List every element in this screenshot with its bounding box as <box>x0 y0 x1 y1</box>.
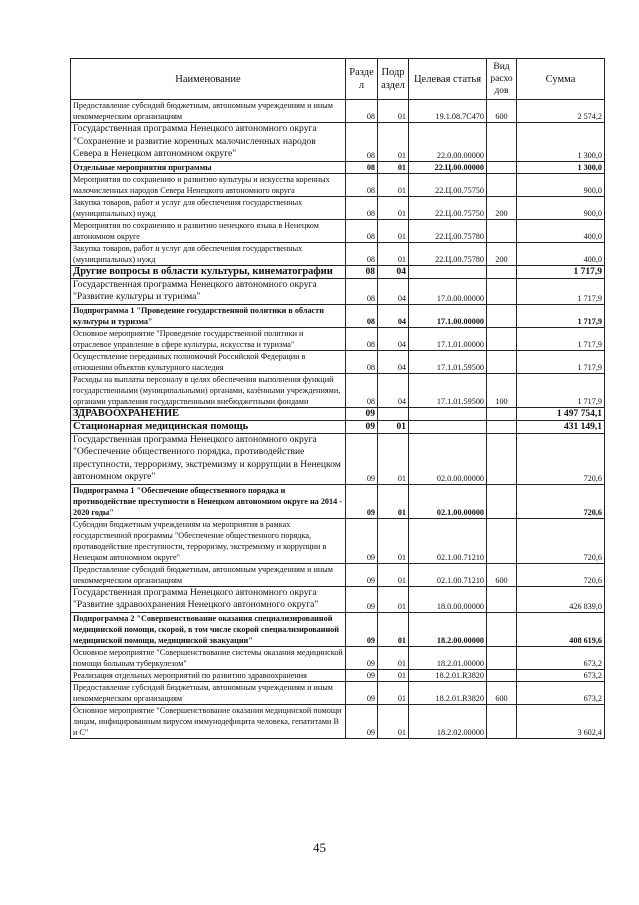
row-target-article-cell: 22.Ц.00.75750 <box>409 173 487 196</box>
row-target-article-cell: 19.1.08.7С470 <box>409 100 487 123</box>
row-section-cell: 09 <box>346 407 378 420</box>
row-expense-type-cell <box>487 646 517 669</box>
row-subsection-cell: 01 <box>378 646 409 669</box>
row-sum-cell: 1 717,9 <box>517 304 605 327</box>
row-sum-cell: 1 300,0 <box>517 123 605 162</box>
row-subsection-cell: 01 <box>378 173 409 196</box>
row-subsection-cell: 01 <box>378 612 409 646</box>
row-expense-type-cell: 200 <box>487 196 517 219</box>
row-sum-cell: 1 717,9 <box>517 327 605 350</box>
table-row <box>71 484 605 518</box>
row-name-cell: Государственная программа Ненецкого автономного округа "Сохранение и развитие коренных малочисленных народов Севера в Ненецком автономном округе" <box>71 123 346 162</box>
row-section-cell: 08 <box>346 373 378 407</box>
row-expense-type-cell: 200 <box>487 242 517 265</box>
table-row <box>71 420 605 433</box>
table-row <box>71 327 605 350</box>
row-section-cell: 08 <box>346 173 378 196</box>
row-target-article-cell: 18.2.01.00000 <box>409 646 487 669</box>
row-subsection-cell: 04 <box>378 304 409 327</box>
row-sum-cell: 900,0 <box>517 196 605 219</box>
row-name-cell: Предоставление субсидий бюджетным, автономным учреждениям и иным некоммерческим организациям <box>71 681 346 704</box>
table-row <box>71 265 605 278</box>
row-name-cell: Реализация отдельных мероприятий по развитию здравоохранения <box>71 669 346 681</box>
row-target-article-cell: 22.Ц.00.75780 <box>409 219 487 242</box>
row-sum-cell: 400,0 <box>517 219 605 242</box>
row-sum-cell: 720,6 <box>517 433 605 484</box>
row-section-cell: 08 <box>346 304 378 327</box>
row-section-cell: 08 <box>346 278 378 304</box>
row-name-cell: Государственная программа Ненецкого автономного округа "Развитие здравоохранения Ненецкого автономного округа" <box>71 586 346 612</box>
row-sum-cell: 900,0 <box>517 173 605 196</box>
table-row <box>71 586 605 612</box>
row-name-cell: Подпрограмма 1 "Обеспечение общественного порядка и противодействие преступности в Ненецком автономном округе на 2014 - 2020 годы" <box>71 484 346 518</box>
row-section-cell: 09 <box>346 669 378 681</box>
table-row <box>71 278 605 304</box>
table-row <box>71 350 605 373</box>
row-sum-cell: 673,2 <box>517 646 605 669</box>
row-expense-type-cell <box>487 704 517 738</box>
table-row <box>71 669 605 681</box>
header-section: Разде л <box>346 59 378 100</box>
row-target-article-cell: 22.0.00.00000 <box>409 123 487 162</box>
row-sum-cell: 1 300,0 <box>517 161 605 173</box>
row-name-cell: Отдельные мероприятия программы <box>71 161 346 173</box>
row-subsection-cell: 04 <box>378 278 409 304</box>
table-row <box>71 304 605 327</box>
row-section-cell: 08 <box>346 123 378 162</box>
row-sum-cell: 426 839,0 <box>517 586 605 612</box>
row-subsection-cell: 01 <box>378 681 409 704</box>
table-row <box>71 123 605 162</box>
row-section-cell: 08 <box>346 196 378 219</box>
row-target-article-cell: 22.Ц.00.75750 <box>409 196 487 219</box>
header-target-article: Целевая статья <box>409 59 487 100</box>
row-subsection-cell: 01 <box>378 196 409 219</box>
row-name-cell: Расходы на выплаты персоналу в целях обеспечения выполнения функций государственными (муниципальными) органами, казёнными учреждениями, органами управления государственными внебюджетными фондами <box>71 373 346 407</box>
row-sum-cell: 673,2 <box>517 681 605 704</box>
row-section-cell: 09 <box>346 484 378 518</box>
row-section-cell: 08 <box>346 350 378 373</box>
row-sum-cell: 720,6 <box>517 518 605 563</box>
row-sum-cell: 431 149,1 <box>517 420 605 433</box>
row-expense-type-cell <box>487 265 517 278</box>
row-expense-type-cell <box>487 518 517 563</box>
row-name-cell: Подпрограмма 2 "Совершенствование оказания специализированной медицинской помощи, скорой, в том числе скорой специализированной медицинской помощи, медицинской эвакуации" <box>71 612 346 646</box>
row-name-cell: Предоставление субсидий бюджетным, автономным учреждениям и иным некоммерческим организациям <box>71 563 346 586</box>
row-sum-cell: 3 602,4 <box>517 704 605 738</box>
row-section-cell: 08 <box>346 219 378 242</box>
row-sum-cell: 1 497 754,1 <box>517 407 605 420</box>
row-expense-type-cell <box>487 123 517 162</box>
row-expense-type-cell <box>487 219 517 242</box>
row-target-article-cell: 18.2.01.R3820 <box>409 669 487 681</box>
table-header-row <box>71 59 605 100</box>
row-section-cell: 08 <box>346 161 378 173</box>
row-expense-type-cell <box>487 612 517 646</box>
table-row <box>71 563 605 586</box>
row-target-article-cell: 18.0.00.00000 <box>409 586 487 612</box>
row-target-article-cell: 17.1.00.00000 <box>409 304 487 327</box>
row-target-article-cell: 18.2.01.R3820 <box>409 681 487 704</box>
row-sum-cell: 2 574,2 <box>517 100 605 123</box>
row-expense-type-cell <box>487 669 517 681</box>
row-sum-cell: 400,0 <box>517 242 605 265</box>
row-name-cell: Государственная программа Ненецкого автономного округа "Обеспечение общественного порядка, противодействие преступности, терроризму, экстремизму и коррупции в Ненецком автономном округе" <box>71 433 346 484</box>
table-row <box>71 433 605 484</box>
row-name-cell: Субсидии бюджетным учреждениям на мероприятия в рамках государственной программы "Обеспечение общественного порядка, противодействие преступности, терроризму, экстремизму и коррупции в Ненецком автономном округе" <box>71 518 346 563</box>
row-target-article-cell: 17.1.01.59500 <box>409 350 487 373</box>
row-sum-cell: 408 619,6 <box>517 612 605 646</box>
table-row <box>71 681 605 704</box>
row-name-cell: Мероприятия по сохранению и развитию ненецкого языка в Ненецком автономном округе <box>71 219 346 242</box>
row-expense-type-cell <box>487 304 517 327</box>
row-name-cell: Основное мероприятие "Совершенствование оказания медицинской помощи лицам, инфицированным вирусом иммунодефицита человека, гепатитами В и С" <box>71 704 346 738</box>
row-subsection-cell: 01 <box>378 123 409 162</box>
row-expense-type-cell: 600 <box>487 563 517 586</box>
row-target-article-cell: 17.0.00.00000 <box>409 278 487 304</box>
row-expense-type-cell <box>487 327 517 350</box>
row-section-cell: 08 <box>346 327 378 350</box>
row-expense-type-cell <box>487 484 517 518</box>
row-target-article-cell: 17.1.01.00000 <box>409 327 487 350</box>
budget-table <box>70 58 605 739</box>
row-subsection-cell: 01 <box>378 586 409 612</box>
row-expense-type-cell <box>487 433 517 484</box>
page-number: 45 <box>313 840 326 855</box>
table-row <box>71 100 605 123</box>
table-row <box>71 407 605 420</box>
row-name-cell: Закупка товаров, работ и услуг для обеспечения государственных (муниципальных) нужд <box>71 196 346 219</box>
row-name-cell: Государственная программа Ненецкого автономного округа "Развитие культуры и туризма" <box>71 278 346 304</box>
row-subsection-cell: 04 <box>378 350 409 373</box>
row-sum-cell: 1 717,9 <box>517 265 605 278</box>
row-subsection-cell: 01 <box>378 161 409 173</box>
row-name-cell: Основное мероприятие "Проведение государственной политики и отраслевое управление в сфере культуры, искусства и туризма" <box>71 327 346 350</box>
row-name-cell: Предоставление субсидий бюджетным, автономным учреждениям и иным некоммерческим организациям <box>71 100 346 123</box>
row-name-cell: ЗДРАВООХРАНЕНИЕ <box>71 407 346 420</box>
row-name-cell: Основное мероприятие "Совершенствование системы оказания медицинской помощи больным туберкулезом" <box>71 646 346 669</box>
row-section-cell: 09 <box>346 586 378 612</box>
row-target-article-cell <box>409 407 487 420</box>
row-name-cell: Другие вопросы в области культуры, кинематографии <box>71 265 346 278</box>
row-sum-cell: 1 717,9 <box>517 350 605 373</box>
row-subsection-cell: 01 <box>378 669 409 681</box>
row-section-cell: 08 <box>346 265 378 278</box>
row-name-cell: Закупка товаров, работ и услуг для обеспечения государственных (муниципальных) нужд <box>71 242 346 265</box>
row-expense-type-cell <box>487 173 517 196</box>
row-section-cell: 08 <box>346 100 378 123</box>
table-row <box>71 196 605 219</box>
row-expense-type-cell <box>487 278 517 304</box>
row-subsection-cell: 01 <box>378 433 409 484</box>
table-row <box>71 612 605 646</box>
header-subsection: Подр аздел <box>378 59 409 100</box>
table-row <box>71 242 605 265</box>
row-expense-type-cell <box>487 161 517 173</box>
row-section-cell: 09 <box>346 681 378 704</box>
table-row <box>71 518 605 563</box>
row-sum-cell: 720,6 <box>517 484 605 518</box>
row-target-article-cell: 02.1.00.71210 <box>409 518 487 563</box>
table-row <box>71 219 605 242</box>
row-subsection-cell: 01 <box>378 484 409 518</box>
row-sum-cell: 1 717,9 <box>517 278 605 304</box>
row-section-cell: 08 <box>346 242 378 265</box>
row-section-cell: 09 <box>346 433 378 484</box>
row-subsection-cell: 01 <box>378 563 409 586</box>
row-expense-type-cell <box>487 420 517 433</box>
row-subsection-cell: 04 <box>378 373 409 407</box>
row-subsection-cell: 01 <box>378 420 409 433</box>
row-section-cell: 09 <box>346 704 378 738</box>
row-expense-type-cell <box>487 586 517 612</box>
row-name-cell: Мероприятия по сохранению и развитию культуры и искусства коренных малочисленных народов Севера Ненецкого автономного округа <box>71 173 346 196</box>
row-subsection-cell: 01 <box>378 242 409 265</box>
row-target-article-cell: 02.0.00.00000 <box>409 433 487 484</box>
row-name-cell: Стационарная медицинская помощь <box>71 420 346 433</box>
row-expense-type-cell: 600 <box>487 681 517 704</box>
row-expense-type-cell <box>487 350 517 373</box>
header-sum: Сумма <box>517 59 605 100</box>
table-row <box>71 161 605 173</box>
row-subsection-cell: 01 <box>378 704 409 738</box>
row-target-article-cell: 02.1.00.00000 <box>409 484 487 518</box>
row-target-article-cell: 02.1.00.71210 <box>409 563 487 586</box>
row-subsection-cell: 04 <box>378 327 409 350</box>
table-row <box>71 373 605 407</box>
table-row <box>71 173 605 196</box>
row-target-article-cell: 17.1.01.59500 <box>409 373 487 407</box>
header-expense-type: Вид расхо дов <box>487 59 517 100</box>
row-section-cell: 09 <box>346 646 378 669</box>
row-subsection-cell: 01 <box>378 518 409 563</box>
row-name-cell: Подпрограмма 1 "Проведение государственной политики в области культуры и туризма" <box>71 304 346 327</box>
row-target-article-cell: 22.Ц.00.75780 <box>409 242 487 265</box>
header-name: Наименование <box>71 59 346 100</box>
row-name-cell: Осуществление переданных полномочий Российской Федерации в отношении объектов культурного наследия <box>71 350 346 373</box>
row-section-cell: 09 <box>346 612 378 646</box>
row-target-article-cell <box>409 420 487 433</box>
row-target-article-cell: 18.2.00.00000 <box>409 612 487 646</box>
table-row <box>71 646 605 669</box>
row-subsection-cell <box>378 407 409 420</box>
row-sum-cell: 720,6 <box>517 563 605 586</box>
row-sum-cell: 673,2 <box>517 669 605 681</box>
row-sum-cell: 1 717,9 <box>517 373 605 407</box>
row-section-cell: 09 <box>346 420 378 433</box>
row-expense-type-cell <box>487 407 517 420</box>
row-expense-type-cell: 600 <box>487 100 517 123</box>
row-subsection-cell: 01 <box>378 100 409 123</box>
row-section-cell: 09 <box>346 563 378 586</box>
row-subsection-cell: 01 <box>378 219 409 242</box>
row-expense-type-cell: 100 <box>487 373 517 407</box>
row-section-cell: 09 <box>346 518 378 563</box>
row-target-article-cell: 18.2.02.00000 <box>409 704 487 738</box>
table-row <box>71 704 605 738</box>
row-target-article-cell: 22.Ц.00.00000 <box>409 161 487 173</box>
row-subsection-cell: 04 <box>378 265 409 278</box>
row-target-article-cell <box>409 265 487 278</box>
